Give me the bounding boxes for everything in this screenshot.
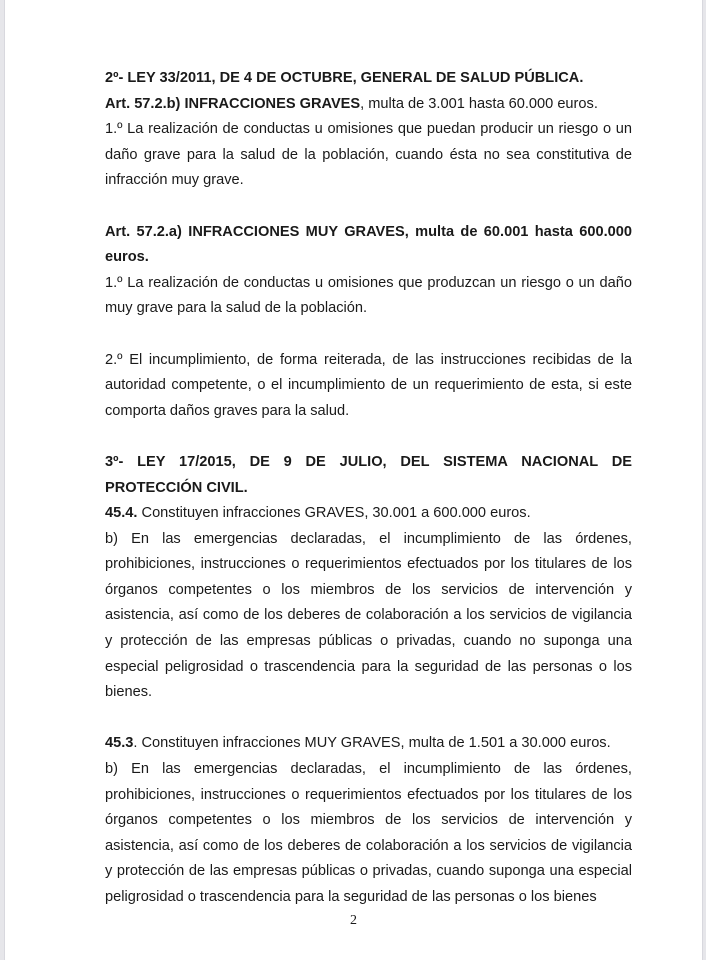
section-2-heading: 2º- LEY 33/2011, DE 4 DE OCTUBRE, GENERAL DE SALUD PÚBLICA. [105, 70, 584, 86]
art-45-3-fine: . Constituyen infracciones MUY GRAVES, multa de 1.501 a 30.000 euros. [133, 735, 611, 752]
art-57-2-b-item-1: 1.º La realización de conductas u omisiones que puedan producir un riesgo o un daño grave para la salud de la población, cuando ésta no sea constitutiva de infracción muy grave. [105, 121, 632, 189]
spacer [105, 706, 632, 732]
document-body [105, 66, 632, 911]
section-3-heading: 3º- LEY 17/2015, DE 9 DE JULIO, DEL SISTEMA NACIONAL DE PROTECCIÓN CIVIL. [105, 453, 632, 496]
art-57-2-b-label: Art. 57.2.b) INFRACCIONES GRAVES [105, 95, 361, 112]
art-57-2-b-heading [105, 92, 632, 118]
page-number: 2 [350, 913, 357, 928]
spacer [105, 424, 632, 450]
art-45-3-item-b: b) En las emergencias declaradas, el incumplimiento de las órdenes, prohibiciones, instrucciones o requerimientos efectuados por los titulares de los órganos competentes o los miembros de los servicios de intervención y asistencia, así como de los deberes de colaboración a los servicios de vigilancia y protección de las empresas públicas o privadas, cuando suponga una especial peligrosidad o trascendencia para la seguridad de las personas o los bienes [105, 761, 632, 905]
art-45-4-heading [105, 501, 632, 527]
art-45-4-fine: Constituyen infracciones GRAVES, 30.001 a 600.000 euros. [137, 505, 531, 522]
art-57-2-a-heading: Art. 57.2.a) INFRACCIONES MUY GRAVES, multa de 60.001 hasta 600.000 euros. [105, 223, 632, 266]
spacer [105, 322, 632, 348]
art-57-2-a-item-1: 1.º La realización de conductas u omisiones que produzcan un riesgo o un daño muy grave para la salud de la población. [105, 274, 632, 317]
art-57-2-b-fine: , multa de 3.001 hasta 60.000 euros. [360, 95, 598, 112]
art-45-3-heading [105, 731, 632, 757]
art-57-2-a-item-2: 2.º El incumplimiento, de forma reiterada, de las instrucciones recibidas de la autoridad competente, o el incumplimiento de un requerimiento de esta, si este comporta daños graves para la salud. [105, 351, 632, 419]
art-45-4-item-b: b) En las emergencias declaradas, el incumplimiento de las órdenes, prohibiciones, instrucciones o requerimientos efectuados por los titulares de los órganos competentes o los miembros de los servicios de intervención y asistencia, así como de los deberes de colaboración a los servicios de vigilancia y protección de las empresas públicas o privadas, cuando no suponga una especial peligrosidad o trascendencia para la seguridad de las personas o los bienes. [105, 530, 632, 701]
document-page [4, 0, 703, 960]
art-45-3-label: 45.3 [105, 735, 134, 752]
spacer [105, 194, 632, 220]
art-45-4-label: 45.4. [105, 505, 138, 522]
